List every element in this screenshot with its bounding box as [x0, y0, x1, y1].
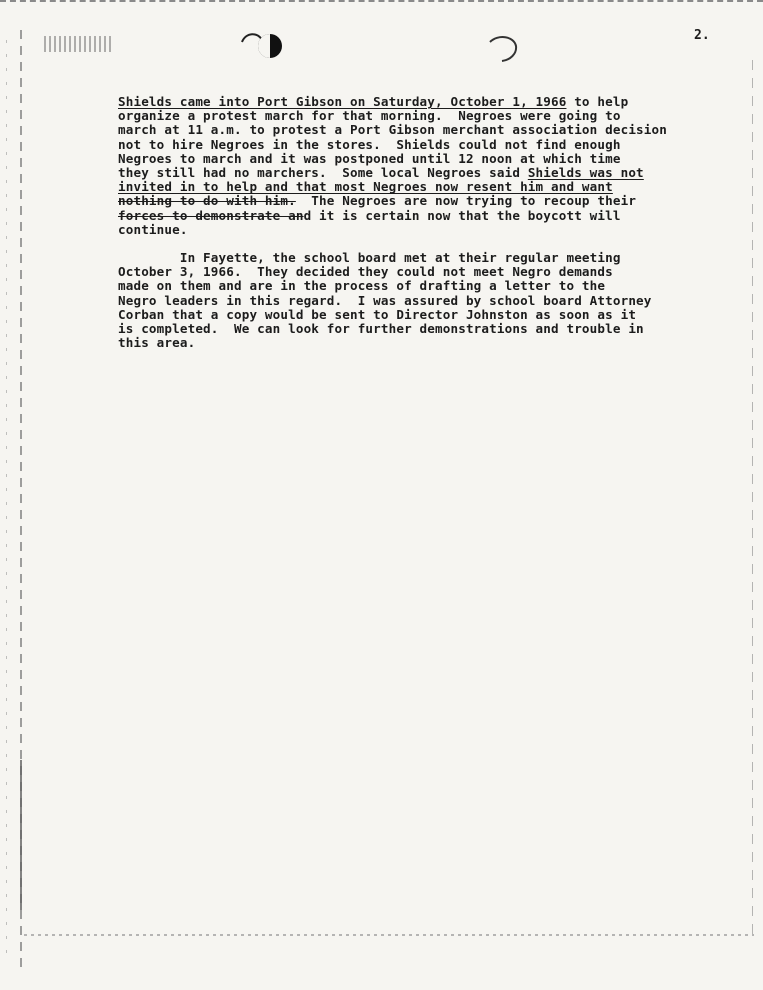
struck-text: forces to demonstrate an — [118, 207, 304, 223]
text-line: made on them and are in the process of drafting a letter to the — [118, 278, 606, 294]
text-line: organize a protest march for that morning. Negroes were going to — [118, 108, 621, 124]
page-left-margin-marks — [6, 40, 7, 960]
text-line: they still had no marchers. Some local Negroes said — [118, 165, 528, 181]
text-line: continue. — [118, 221, 188, 237]
paragraph-fayette — [118, 251, 728, 350]
text-line: to help — [566, 94, 629, 109]
underlined-text: Shields was not — [527, 165, 644, 181]
margin-line — [20, 760, 22, 910]
text-line: October 3, 1966. They decided they could not meet Negro demands — [118, 264, 613, 280]
corner-smudge — [44, 36, 114, 52]
binder-hole-right — [486, 34, 526, 66]
text-line: d it is certain now that the boycott will — [303, 207, 621, 223]
struck-text: nothing to do with him. — [118, 193, 296, 209]
text-line: this area. — [118, 335, 196, 351]
text-line: The Negroes are now trying to recoup their — [295, 193, 637, 209]
page-top-edge — [0, 0, 763, 6]
text-line: not to hire Negroes in the stores. Shields could not find enough — [118, 136, 621, 152]
text-line: Negro leaders in this regard. I was assured by school board Attorney — [118, 292, 652, 308]
text-line: is completed. We can look for further demonstrations and trouble in — [118, 321, 644, 337]
page-number: 2. — [694, 28, 710, 43]
text-line: In Fayette, the school board met at their regular meeting — [118, 250, 621, 265]
page-right-edge — [752, 60, 753, 940]
text-line: march at 11 a.m. to protest a Port Gibson merchant association decision — [118, 122, 667, 138]
text-line: Corban that a copy would be sent to Director Johnston as soon as it — [118, 306, 637, 322]
binder-hole-left — [240, 30, 288, 60]
underlined-text: invited in to help and that most Negroes now resent him and want — [118, 179, 613, 195]
paragraph-port-gibson — [118, 95, 728, 237]
underlined-text: Shields came into Port Gibson on Saturday, October 1, 1966 — [118, 94, 567, 109]
page-bottom-edge — [24, 934, 754, 936]
text-line: Negroes to march and it was postponed until 12 noon at which time — [118, 150, 621, 166]
